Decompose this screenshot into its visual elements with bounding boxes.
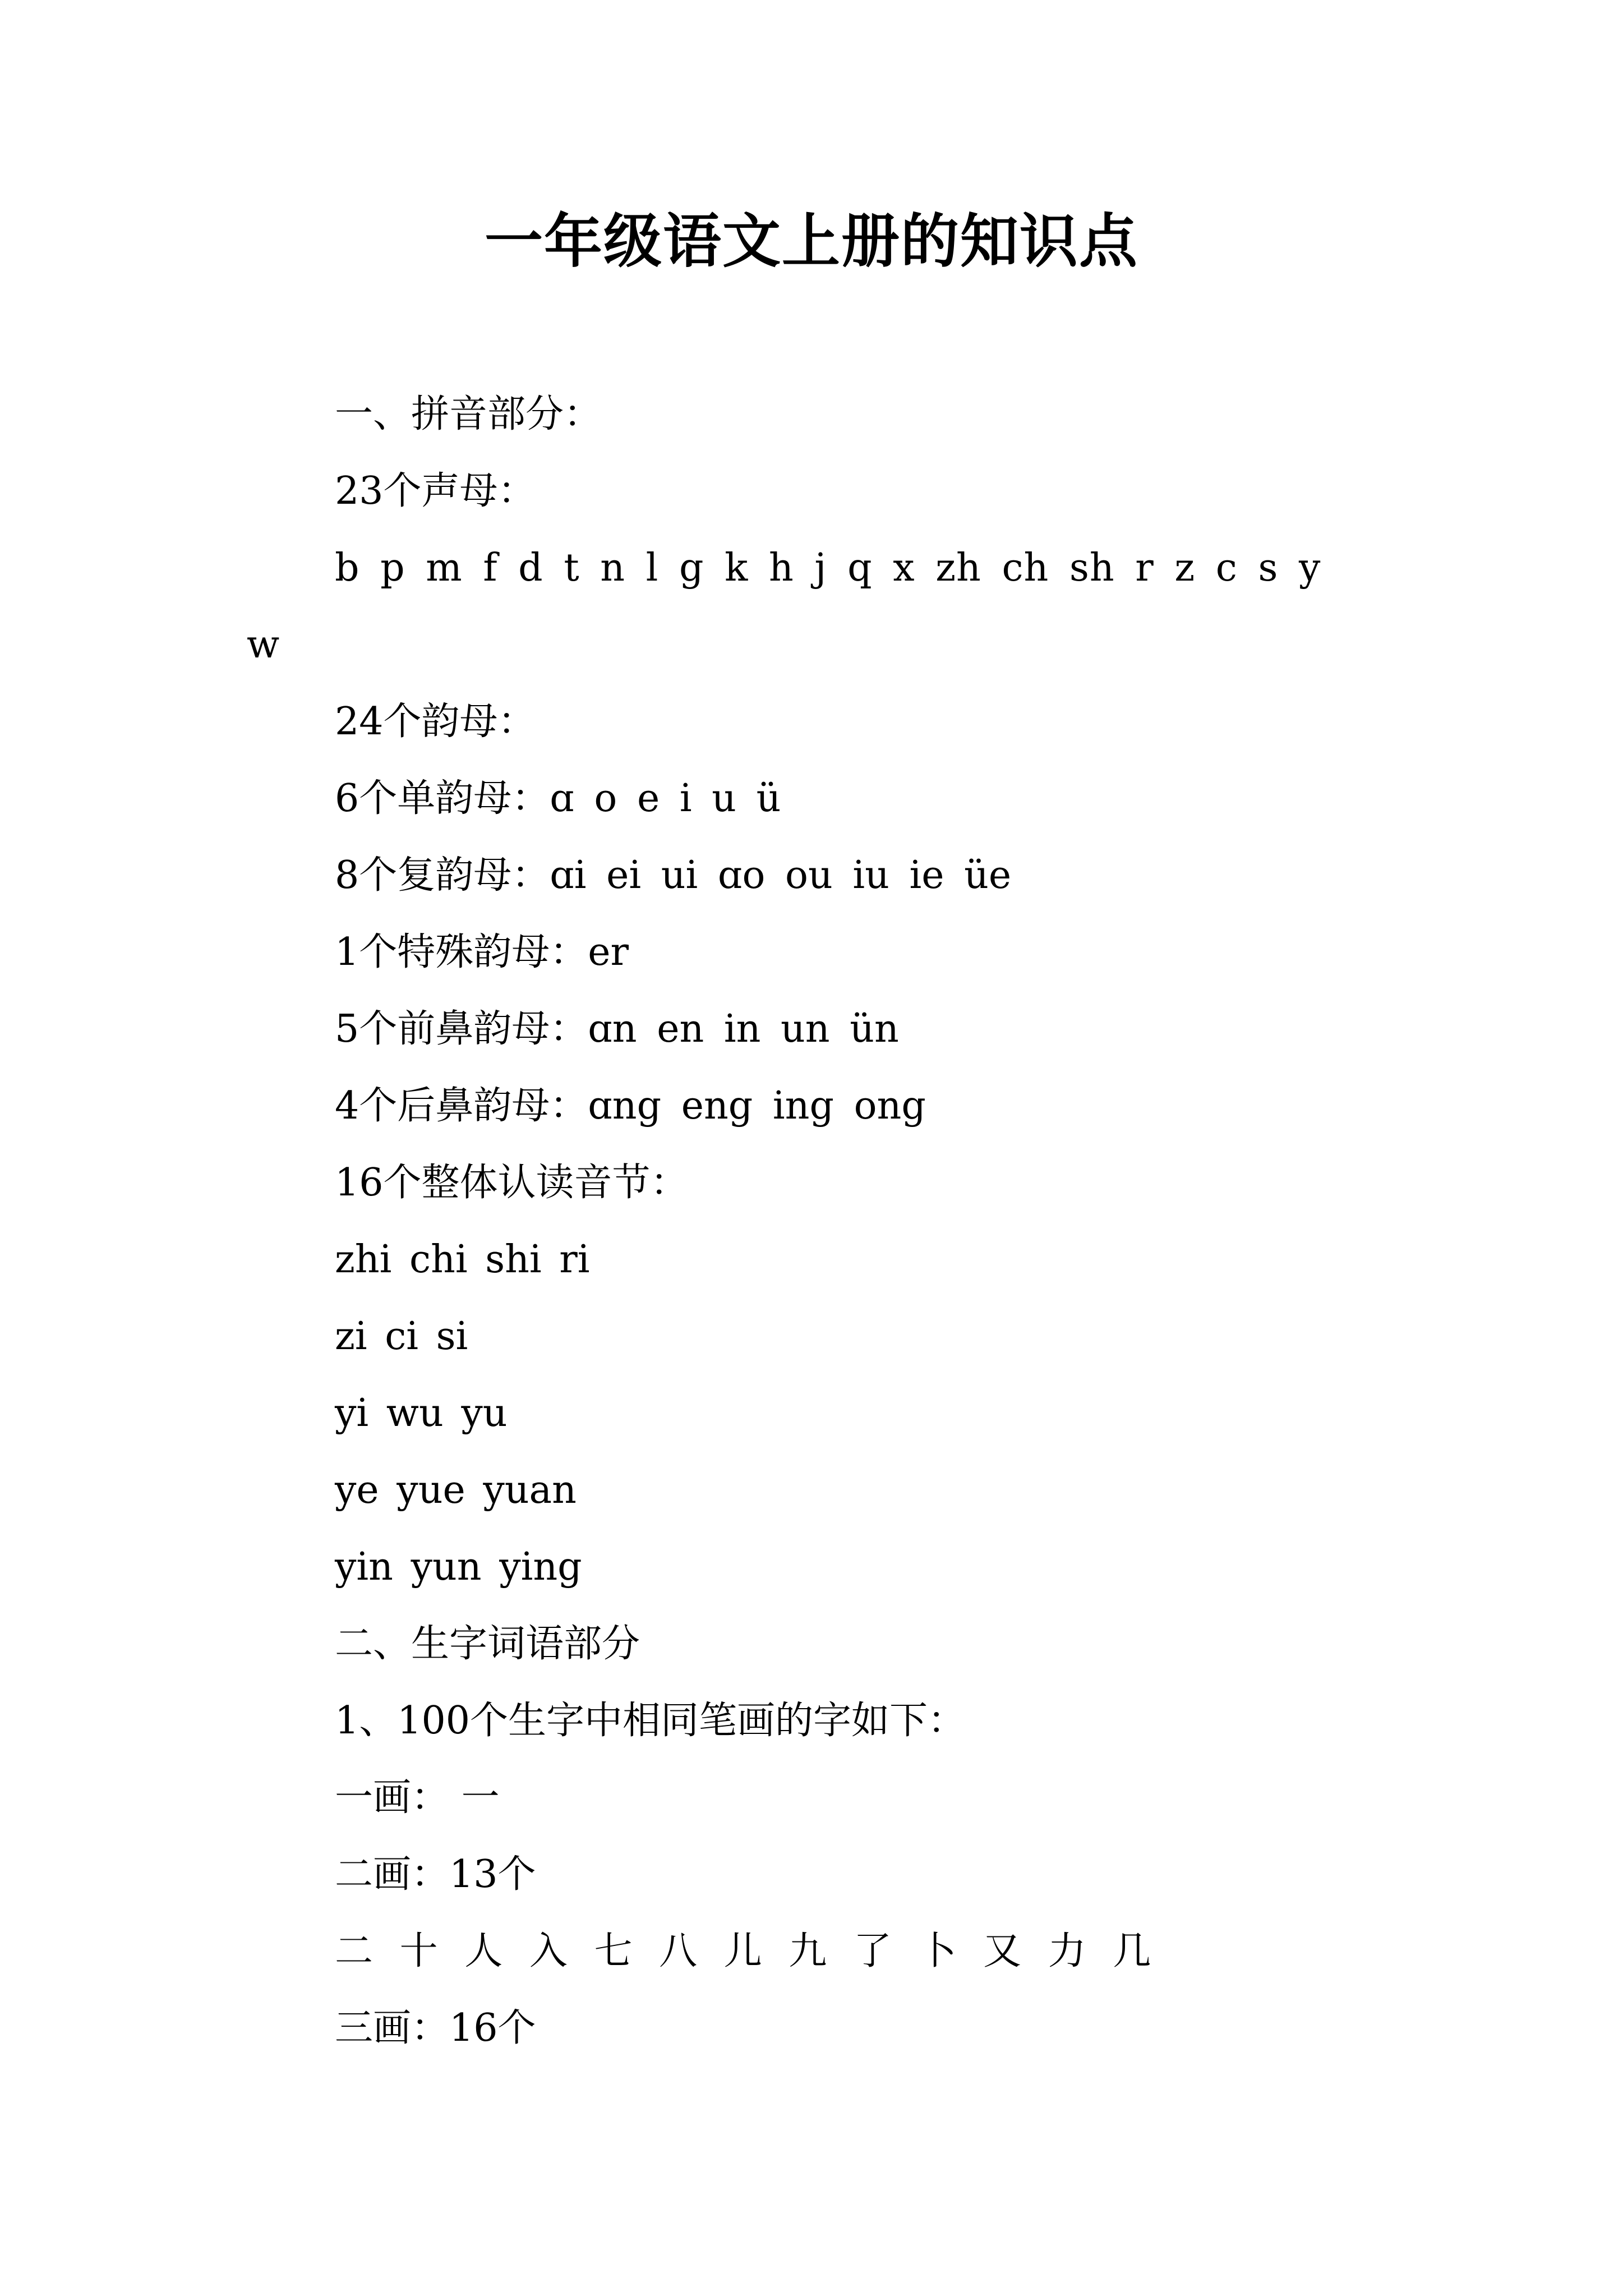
text-line: ye yue yuan <box>335 1468 577 1512</box>
text-line: 8个复韵母：ɑi ei ui ɑo ou iu ie üe <box>335 853 1012 898</box>
text-line: 16个整体认读音节： <box>335 1161 689 1205</box>
text-line: 二画：13个 <box>335 1852 536 1897</box>
text-line: yin yun ying <box>335 1545 582 1589</box>
text-line: zi ci si <box>335 1314 468 1359</box>
text-line: w <box>247 623 280 667</box>
document-body <box>247 376 1391 2067</box>
text-line: 1、100个生字中相同笔画的字如下： <box>335 1699 966 1743</box>
text-line: 24个韵母： <box>335 700 536 744</box>
text-line: 4个后鼻韵母：ɑng eng ing ong <box>335 1084 926 1128</box>
section-heading-pinyin: 一、拼音部分： <box>335 392 602 436</box>
section-heading-characters: 二、生字词语部分 <box>335 1622 640 1666</box>
text-line: yi wu yu <box>335 1391 508 1435</box>
text-line: 三画：16个 <box>335 2006 536 2050</box>
text-line: 一画： 一 <box>335 1775 500 1820</box>
text-line: b p m f d t n l g k h j q x zh ch sh r z c s y <box>335 546 1321 590</box>
text-line: 5个前鼻韵母：ɑn en in un ün <box>335 1007 899 1051</box>
text-line: 6个单韵母：ɑ o e i u ü <box>335 776 781 821</box>
text-line: 二 十 人 入 七 八 儿 九 了 卜 又 力 几 <box>335 1929 1151 1973</box>
text-line: 1个特殊韵母：er <box>335 930 629 974</box>
text-line: 23个声母： <box>335 469 536 513</box>
text-line: zhi chi shi ri <box>335 1237 590 1282</box>
document-title: 一年级语文上册的知识点 <box>484 206 1138 275</box>
